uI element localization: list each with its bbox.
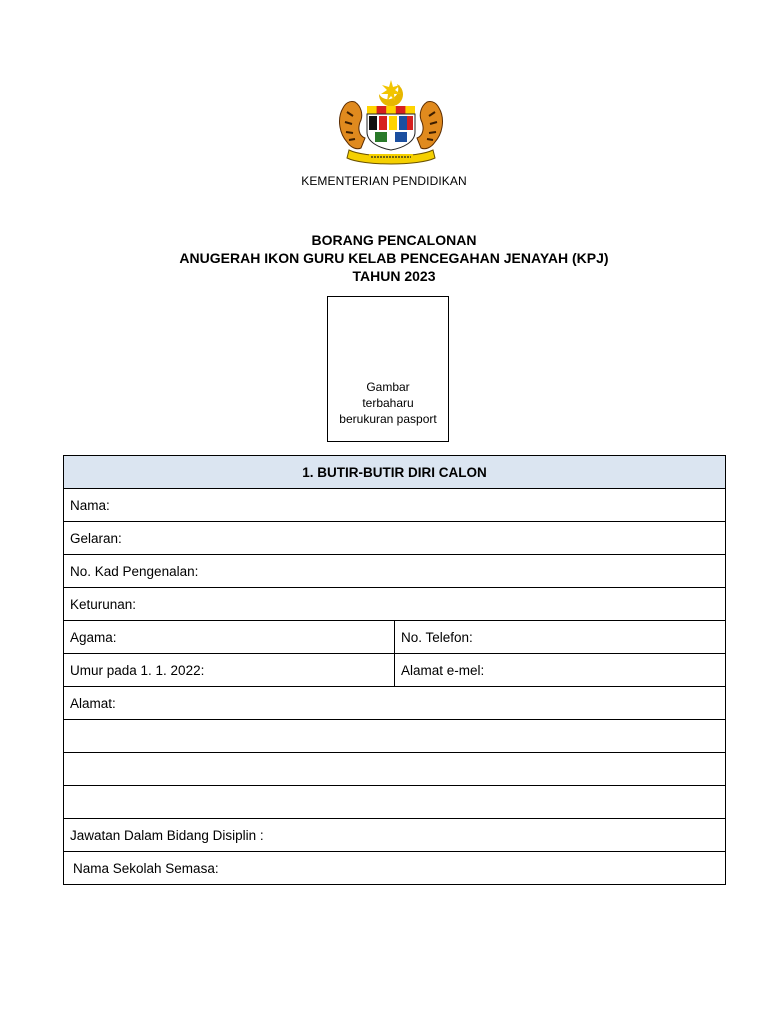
title-line-1: BORANG PENCALONAN <box>311 232 477 248</box>
field-alamat-line-4[interactable] <box>64 786 726 819</box>
field-keturunan[interactable]: Keturunan: <box>64 588 726 621</box>
section-header: 1. BUTIR-BUTIR DIRI CALON <box>64 456 726 489</box>
field-alamat-line-2[interactable] <box>64 720 726 753</box>
photo-text-line-3: berukuran pasport <box>339 412 437 426</box>
photo-instructions <box>328 379 448 427</box>
field-emel[interactable]: Alamat e-mel: <box>395 654 726 687</box>
field-gelaran[interactable]: Gelaran: <box>64 522 726 555</box>
field-agama[interactable]: Agama: <box>64 621 395 654</box>
photo-text-line-2: terbaharu <box>362 396 414 410</box>
field-alamat[interactable]: Alamat: <box>64 687 726 720</box>
candidate-details-table <box>63 455 726 885</box>
passport-photo-box <box>327 296 449 442</box>
field-umur[interactable]: Umur pada 1. 1. 2022: <box>64 654 395 687</box>
field-nama-sekolah[interactable]: Nama Sekolah Semasa: <box>64 852 726 885</box>
ministry-name: KEMENTERIAN PENDIDIKAN <box>301 174 467 188</box>
title-line-3: TAHUN 2023 <box>352 268 436 284</box>
field-telefon[interactable]: No. Telefon: <box>395 621 726 654</box>
coat-of-arms-logo <box>335 78 447 168</box>
field-kad-pengenalan[interactable]: No. Kad Pengenalan: <box>64 555 726 588</box>
photo-text-line-1: Gambar <box>366 380 410 394</box>
field-alamat-line-3[interactable] <box>64 753 726 786</box>
field-nama[interactable]: Nama: <box>64 489 726 522</box>
form-title <box>0 231 768 285</box>
field-jawatan[interactable]: Jawatan Dalam Bidang Disiplin : <box>64 819 726 852</box>
title-line-2: ANUGERAH IKON GURU KELAB PENCEGAHAN JENAYAH (KPJ) <box>179 250 609 266</box>
